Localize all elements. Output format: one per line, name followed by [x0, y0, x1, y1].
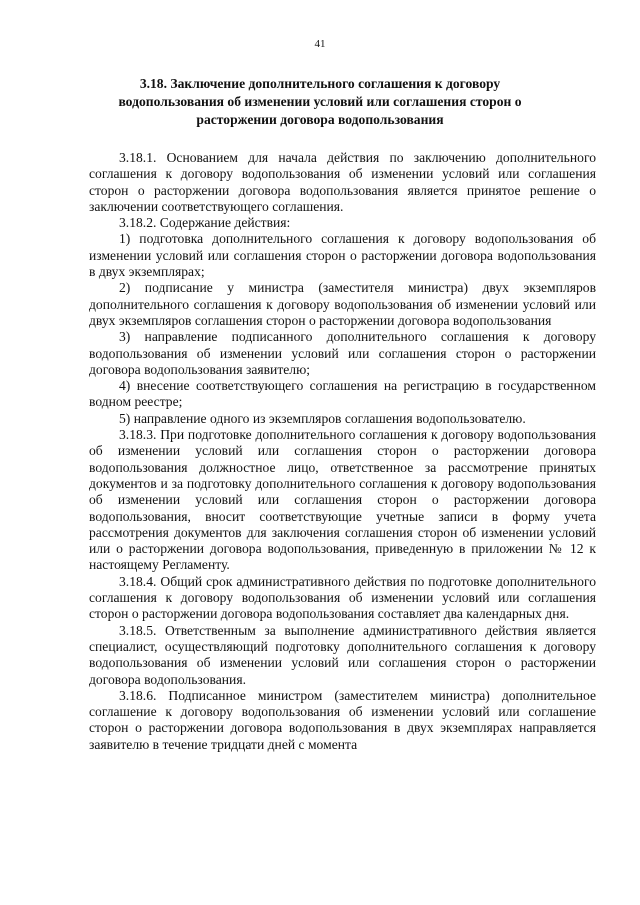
paragraph-3-18-2: 3.18.2. Содержание действия: — [119, 215, 291, 231]
list-item-3: 3) направление подписанного дополнительного соглашения к договору водопользования об изменении условий или соглашения сторон о расторжении договора водопользования заявителю; — [89, 329, 596, 377]
list-item-5: 5) направление одного из экземпляров соглашения водопользователю. — [119, 410, 526, 426]
section-heading: 3.18. Заключение дополнительного соглашения к договору водопользования об изменении условий или соглашения сторон о расторжении договора водопользования — [118, 76, 522, 127]
list-item-2: 2) подписание у министра (заместителя министра) двух экземпляров дополнительного соглашения к договору водопользования об изменении условий или двух экземпляров соглашения сторон о расторжении договора водопользования — [89, 280, 596, 328]
list-item-4: 4) внесение соответствующего соглашения на регистрацию в государственном водном реестре; — [89, 378, 596, 410]
paragraph-3-18-5: 3.18.5. Ответственным за выполнение административного действия является специалист, осуществляющий подготовку дополнительного соглашения к договору водопользования об изменении условий или соглашения сторон о расторжении договора водопользования. — [89, 622, 596, 687]
paragraph-3-18-3: 3.18.3. При подготовке дополнительного соглашения к договору водопользования об изменении условий или соглашения сторон о расторжении договора водопользования должностное лицо, ответственное за рассмотрение принятых документов и за подготовку дополнительного соглашения к договору водопользования об изменении условий или соглашения сторон о расторжении договора водопользования, вносит соответствующие учетные записи в форму учета рассмотрения документов для заключения соглашения сторон об изменении условий или о расторжении договора водопользования, приведенную в приложении № 12 к настоящему Регламенту. — [89, 427, 596, 573]
body-text — [89, 150, 596, 753]
paragraph-3-18-1: 3.18.1. Основанием для начала действия по заключению дополнительного соглашения к договору водопользования об изменении условий или соглашения сторон о расторжении договора водопользования является принятое решение о заключении соответствующего соглашения. — [89, 150, 596, 214]
list-item-1: 1) подготовка дополнительного соглашения к договору водопользования об изменении условий или соглашения сторон о расторжении договора водопользования в двух экземплярах; — [89, 231, 596, 280]
paragraph-3-18-6: 3.18.6. Подписанное министром (заместителем министра) дополнительное соглашение к договору водопользования об изменении условий или соглашение сторон о расторжении договора водопользования в двух экземплярах направляется заявителю в течение тридцати дней с момента — [89, 687, 596, 752]
paragraph-3-18-4: 3.18.4. Общий срок административного действия по подготовке дополнительного соглашения к договору водопользования об изменении условий или соглашения сторон о расторжении договора водопользования составляет два календарных дня. — [89, 573, 596, 622]
page-number: 41 — [314, 38, 326, 50]
